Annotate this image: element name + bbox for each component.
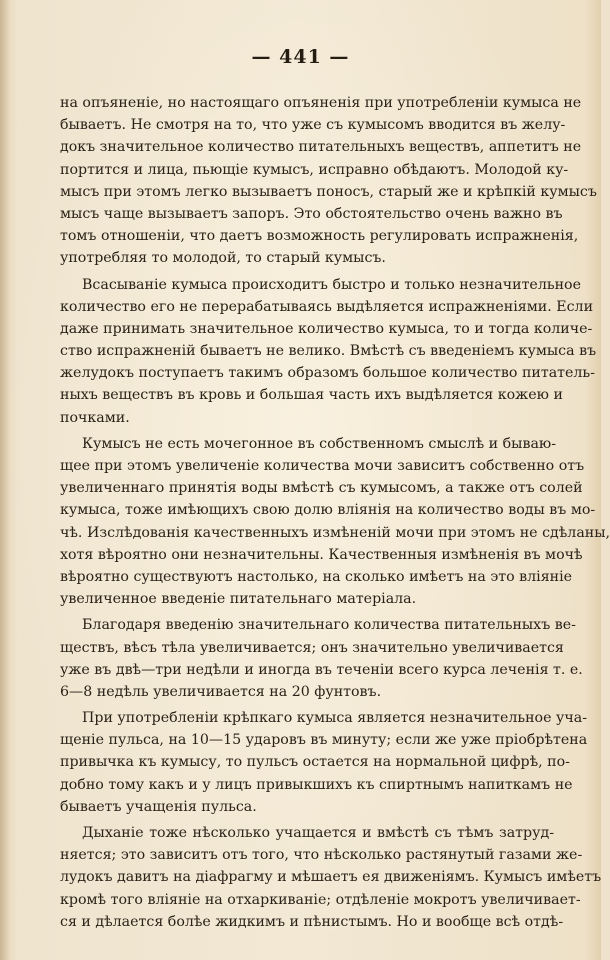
text-line: количество его не перерабатываясь выдѣляется испражненіями. Если — [60, 298, 594, 315]
text-line: почками. — [60, 409, 130, 426]
text-line: хотя вѣроятно они незначительны. Качественныя измѣненія въ мочѣ — [60, 546, 583, 563]
text-line: Кумысъ не есть мочегонное въ собственномъ смыслѣ и бываю- — [82, 435, 557, 452]
text-line: чѣ. Изслѣдованія качественныхъ измѣненій мочи при этомъ не сдѣланы, — [60, 524, 610, 541]
text-line: щее при этомъ увеличеніе количества мочи зависитъ собственно отъ — [60, 458, 585, 474]
text-line: портится и лица, пьющіе кумысъ, исправно обѣдаютъ. Молодой ку- — [60, 161, 569, 178]
text-line: кумыса, тоже имѣющихъ свою долю вліянія на количество воды въ мо- — [60, 502, 596, 519]
paragraph — [60, 614, 583, 703]
text-line: кромѣ того вліяніе на отхаркиваніе; отдѣленіе мокротъ увеличивает- — [60, 891, 581, 908]
text-line: няется; это зависитъ отъ того, что нѣсколько растянутый газами же- — [60, 847, 583, 864]
text-line: Всасываніе кумыса происходитъ быстро и только незначительное — [82, 276, 581, 293]
text-line: бываетъ учащенія пульса. — [60, 798, 257, 815]
text-line: Дыханіе тоже нѣсколько учащается и вмѣстѣ съ тѣмъ затруд- — [82, 825, 554, 841]
text-line: привычка къ кумысу, то пульсъ остается на нормальной цифрѣ, по- — [60, 754, 570, 771]
paragraph — [60, 274, 597, 429]
text-line: ныхъ веществъ въ кровь и большая часть ихъ выдѣляется кожею и — [60, 387, 563, 404]
text-line: докъ значительное количество питательныхъ веществъ, аппетитъ не — [60, 139, 582, 156]
paragraph — [60, 433, 610, 611]
text-line: 6—8 недѣль увеличивается на 20 фунтовъ. — [60, 683, 382, 700]
page-number: — 441 — — [251, 46, 350, 68]
text-line: увеличеннаго принятія воды вмѣстѣ съ кумысомъ, а также отъ солей — [60, 480, 583, 497]
text-line: уже въ двѣ—три недѣли и иногда въ теченіи всего курса леченія т. е. — [60, 661, 583, 678]
text-line: бываетъ. Не смотря на то, что уже съ кумысомъ вводится въ желу- — [60, 117, 566, 134]
text-line: ществъ, вѣсъ тѣла увеличивается; онъ значительно увеличивается — [60, 639, 564, 656]
text-line: лудокъ давитъ на діафрагму и мѣшаетъ ея движеніямъ. Кумысъ имѣетъ — [60, 869, 602, 886]
paragraph — [60, 92, 597, 270]
text-line: даже принимать значительное количество кумыса, то и тогда количе- — [60, 320, 593, 337]
text-line: При употребленіи крѣпкаго кумыса является незначительное уча- — [82, 710, 587, 727]
text-line: мысъ при этомъ легко вызываетъ поносъ, старый же и крѣпкій кумысъ — [60, 183, 597, 200]
body-text — [60, 92, 610, 933]
text-line: Благодаря введенію значительнаго количества питательныхъ ве- — [82, 617, 576, 634]
text-line: желудокъ поступаетъ такимъ образомъ большое количество питатель- — [60, 365, 595, 382]
text-line: употребляя то молодой, то старый кумысъ. — [60, 250, 386, 267]
text-line: увеличенное введеніе питательнаго матеріала. — [60, 591, 417, 608]
text-line: мысъ чаще вызываетъ запоръ. Это обстоятельство очень важно въ — [60, 205, 563, 222]
text-line: ство испражненій бываетъ не велико. Вмѣстѣ съ введеніемъ кумыса въ — [60, 343, 597, 360]
text-line: томъ отношеніи, что даетъ возможность регулировать испражненія, — [60, 228, 579, 245]
page-gutter-shadow — [0, 0, 10, 960]
text-line: вѣроятно существуютъ настолько, на сколько имѣетъ на это вліяніе — [60, 568, 573, 585]
text-line: щеніе пульса, на 10—15 ударовъ въ минуту; если же уже пріобрѣтена — [60, 732, 588, 749]
text-line: на опъяненіе, но настоящаго опъяненія при употребленіи кумыса не — [60, 95, 582, 111]
text-line: ся и дѣлается болѣе жидкимъ и пѣнистымъ. Но и вообще всѣ отдѣ- — [60, 913, 564, 930]
text-line: добно тому какъ и у лицъ привыкшихъ къ спиртнымъ напиткамъ не — [60, 776, 573, 793]
paragraph — [60, 822, 602, 933]
paragraph — [60, 707, 588, 818]
